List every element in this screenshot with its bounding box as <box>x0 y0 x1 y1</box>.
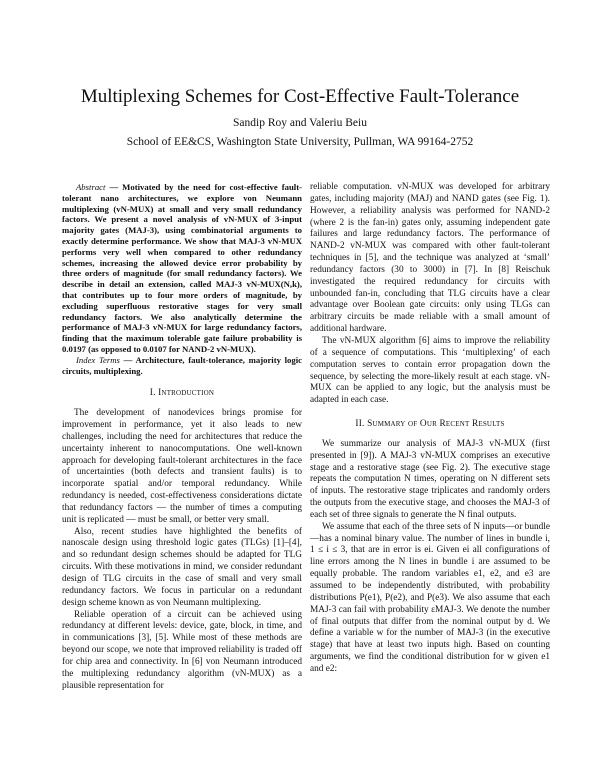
section-number: I. <box>149 388 156 399</box>
intro-paragraph-4: The vN-MUX algorithm [6] aims to improve the reliability of a sequence of computations. This ‘multiplexing’ of each computation serves to contain error propagation down the sequence, by selecting the more-likely result at each stage. vN-MUX can be applied to any logic, but the analysis must be adapted in each case. <box>310 335 550 406</box>
section-title: Summary of Our Recent Results <box>367 419 505 430</box>
intro-paragraph-continued: reliable computation. vN-MUX was developed for arbitrary gates, including majority (MAJ) and NAND gates (see Fig. 1). However, a reliability analysis was performed for NAND-2 (where 2 is the fan-in) gates only, assuming independent gate failures and large redundancy factors. The performance of NAND-2 vN-MUX was compared with other fault-tolerant techniques in [5], and the technique was analyzed at ‘small’ redundancy factors (30 to 3000) in [7]. In [8] Reischuk investigated the required redundancy for circuits with unbounded fan-in, concluding that TLG circuits have a clear advantage over Boolean gate circuits: only using TLGs can arbitrary circuits be made reliable with a small amount of additional hardware. <box>310 182 550 335</box>
abstract-text: — Motivated by the need for cost-effective fault-tolerant nano architectures, we explore von Neumann multiplexing (vN-MUX) at small and very small redundancy factors. We present a novel analysis of vN-MUX of 3-input majority gates (MAJ-3), using combinatorial arguments to exactly determine performance. We show that MAJ-3 vN-MUX performs very well when compared to other redundancy schemes, increasing the allowed device error probability by three orders of magnitude (for small redundancy factors). We describe in detail an extension, called MAJ-3 vN-MUX(N,k), that contributes up to four more orders of magnitude, by excluding superfluous restorative stages for very small redundancy factors. We also analytically determine the performance of MAJ-3 vN-MUX for large redundancy factors, finding that the maximum tolerable gate failure probability is 0.0197 (as opposed to 0.0107 for NAND-2 vN-MUX). <box>62 182 302 354</box>
abstract <box>62 182 302 355</box>
paper-affiliation: School of EE&CS, Washington State University, Pullman, WA 99164-2752 <box>126 136 474 148</box>
intro-paragraph-1: The development of nanodevices brings promise for improvement in performance, yet it also leads to new challenges, including the need for architectures that reduce the uncertainty inherent to nanocomputations. One well-known approach for developing fault-tolerant architectures in the face of uncertainties (both defects and transient faults) is to incorporate spatial and/or temporal redundancy. While redundancy is needed, cost-effectiveness considerations dictate that redundancy factors — the number of times a computing unit is replicated — must be small, or better very small. <box>62 408 302 525</box>
section-heading-introduction <box>62 388 302 400</box>
section-number: II. <box>355 419 365 430</box>
section-heading-summary <box>310 419 550 431</box>
paper-title: Multiplexing Schemes for Cost-Effective Fault-Tolerance <box>80 86 520 107</box>
abstract-lead: Abstract <box>76 182 106 192</box>
summary-paragraph-1: We summarize our analysis of MAJ-3 vN-MUX (first presented in [9]). A MAJ-3 vN-MUX comprises an executive stage and a restorative stage (see Fig. 2). The executive stage repeats the computation N times, operating on N different sets of inputs. The restorative stage triplicates and randomly orders the outputs from the executive stage, and chooses the MAJ-3 of each set of three signals to generate the N final outputs. <box>310 438 550 520</box>
section-title: Introduction <box>158 388 215 399</box>
right-column <box>310 182 550 676</box>
index-terms <box>62 355 302 377</box>
index-terms-lead: Index Terms <box>76 354 120 365</box>
paper-authors: Sandip Roy and Valeriu Beiu <box>233 117 367 129</box>
intro-paragraph-2: Also, recent studies have highlighted the benefits of nanoscale design using threshold logic gates (TLGs) [1]–[4], and so redundant design schemes should be adapted for TLG circuits. With these motivations in mind, we consider redundant design of TLG circuits in the case of small and very small redundancy factors. We focus in particular on a redundant design scheme known as von Neumann multiplexing. <box>62 526 302 608</box>
intro-paragraph-3: Reliable operation of a circuit can be achieved using redundancy at different levels: device, gate, block, in time, and in communications [3], [5]. While most of these methods are beyond our scope, we note that improved reliability is traded off for chip area and connectivity. In [6] von Neumann introduced the multiplexing redundancy algorithm (vN-MUX) as a plausible representation for <box>62 609 302 691</box>
summary-paragraph-2: We assume that each of the three sets of N inputs—or bundle—has a nominal binary value. The number of lines in bundle i, 1 ≤ i ≤ 3, that are in error is ei. Given ei all configurations of line errors among the N lines in bundle i are assumed to be equally probable. The random variables e1, e2, and e3 are assumed to be independently distributed, with probability distributions P(e1), P(e2), and P(e3). We also assume that each MAJ-3 can fail with probability εMAJ-3. We denote the number of final outputs that differ from the nominal output by d. We define a variable w for the number of MAJ-3 (in the executive stage) that have at least two inputs high. Based on counting arguments, we find the conditional distribution for w given e1 and e2: <box>310 521 550 674</box>
left-column <box>62 182 302 692</box>
index-terms-text: — Architecture, fault-tolerance, majority logic circuits, multiplexing. <box>62 354 302 376</box>
